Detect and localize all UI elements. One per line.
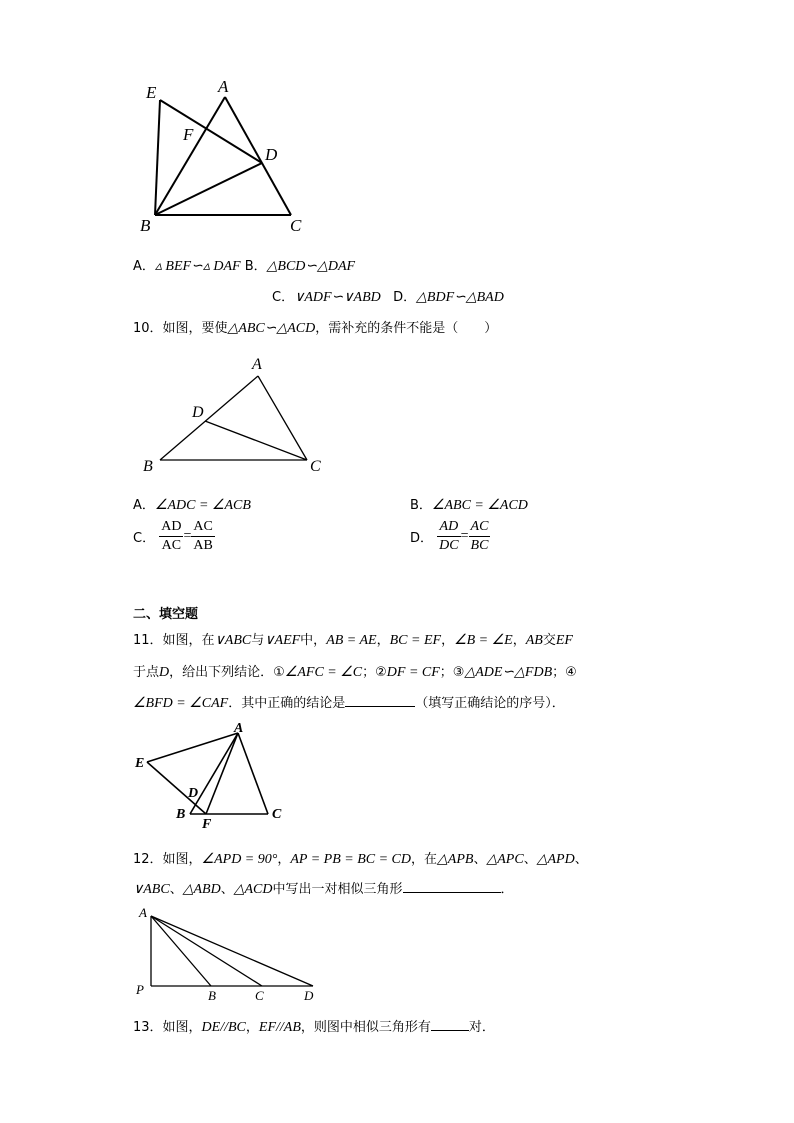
stem-math: △APD: [536, 852, 575, 867]
stem-text: 、: [169, 882, 183, 897]
stem-text: 于点: [133, 665, 160, 680]
stem-math: △ABD: [182, 882, 221, 897]
stem-text: （填写正确结论的序号）．: [415, 696, 565, 711]
section-heading: 二、填空题: [133, 607, 199, 622]
stem-math: △ACD: [233, 882, 273, 897]
option-prefix: D．: [393, 290, 417, 305]
denominator: AB: [193, 538, 213, 553]
stem-text: ，: [277, 852, 291, 867]
option-prefix: A．: [133, 498, 155, 513]
numerator: AC: [191, 518, 214, 537]
label-E: E: [146, 83, 157, 102]
stem-math: ∠B = ∠E: [454, 633, 513, 648]
stem-text: ，: [376, 633, 390, 648]
label-C: C: [290, 216, 302, 235]
numerator: AD: [159, 518, 183, 537]
label-B: B: [208, 988, 216, 1003]
stem-text: 对．: [468, 1020, 495, 1035]
label-B: B: [176, 807, 186, 822]
stem-math: BC = EF: [389, 633, 442, 648]
stem-text: 、: [574, 852, 588, 867]
stem-math: EF//AB: [258, 1020, 301, 1035]
label-D: D: [188, 786, 199, 801]
option-prefix: B．: [244, 259, 267, 274]
stem-math: ∠APD = 90°: [201, 852, 278, 867]
segment-AC: [151, 916, 262, 986]
answer-blank[interactable]: [431, 1018, 469, 1031]
label-F: F: [202, 817, 212, 832]
stem-text: 、: [473, 852, 487, 867]
stem-math: △APB: [437, 852, 474, 867]
stem-text: ，则图中相似三角形有: [300, 1020, 431, 1035]
label-D: D: [192, 404, 204, 421]
denominator: DC: [439, 538, 459, 553]
option-prefix: A．: [133, 259, 155, 274]
stem-text: ；③: [439, 665, 465, 680]
label-B: B: [140, 216, 151, 235]
stem-math: △ADE∽△FDB: [464, 665, 553, 680]
stem-text: ，需补充的条件不能是（ ）: [315, 321, 498, 336]
label-A: A: [218, 77, 229, 96]
label-F: F: [183, 125, 194, 144]
stem-text: 、: [523, 852, 537, 867]
denominator: AC: [161, 538, 182, 553]
stem-text: 10．如图，要使: [133, 321, 228, 336]
stem-text: 11．如图，在: [133, 633, 215, 648]
stem-text: ，: [512, 633, 526, 648]
stem-math: ∠BFD = ∠CAF: [133, 696, 229, 711]
stem-math: △ABC∽△ACD: [227, 321, 316, 336]
stem-math: AP = PB = BC = CD: [290, 852, 412, 867]
stem-text: ．: [500, 882, 514, 897]
stem-text: ；②: [362, 665, 387, 680]
label-D: D: [304, 988, 314, 1003]
segment-AD: [151, 916, 313, 986]
option-prefix: C．: [133, 531, 156, 546]
label-D: D: [265, 145, 278, 164]
numerator: AC: [469, 518, 491, 537]
option-text: ∠ABC = ∠ACD: [431, 498, 528, 513]
option-prefix: D．: [410, 531, 434, 546]
denominator: BC: [470, 538, 489, 553]
stem-text: 12．如图，: [133, 852, 202, 867]
stem-text: ；④: [552, 665, 577, 680]
option-prefix: C．: [272, 290, 295, 305]
label-A: A: [252, 356, 262, 373]
label-P: P: [136, 982, 144, 997]
stem-math: ∨AEF: [264, 633, 301, 648]
stem-text: 与: [251, 633, 265, 648]
stem-text: ．其中正确的结论是: [228, 696, 346, 711]
label-A: A: [139, 905, 147, 920]
equals-sign: =: [183, 528, 192, 544]
label-C: C: [272, 807, 282, 822]
equals-sign: =: [460, 528, 469, 544]
option-text: ∠ADC = ∠ACB: [154, 498, 251, 513]
stem-math: △APC: [486, 852, 524, 867]
label-A: A: [234, 721, 244, 736]
option-text: △BDF∽△BAD: [416, 290, 504, 305]
option-text: △BCD∽△DAF: [266, 259, 356, 274]
stem-math: ∨ABC: [214, 633, 252, 648]
stem-math: DF = CF: [386, 665, 440, 680]
stem-math: D: [159, 665, 170, 680]
option-prefix: B．: [410, 498, 432, 513]
stem-math: AB: [525, 633, 543, 648]
stem-math: DE//BC: [201, 1020, 246, 1035]
option-text: ▵ BEF∽▵ DAF: [154, 259, 241, 274]
label-B: B: [143, 458, 153, 475]
stem-text: 中写出一对相似三角形: [272, 882, 403, 897]
option-text: ∨ADF∽∨ABD: [294, 290, 381, 305]
label-E: E: [135, 756, 145, 771]
stem-text: 交: [542, 633, 556, 648]
segment-AB: [151, 916, 211, 986]
stem-text: ，在: [411, 852, 438, 867]
stem-text: 13．如图，: [133, 1020, 202, 1035]
stem-text: 、: [220, 882, 234, 897]
stem-math: EF: [555, 633, 573, 648]
q13-line: [133, 1016, 495, 1036]
stem-math: AB = AE: [326, 633, 377, 648]
stem-math: ∠AFC = ∠C: [284, 665, 363, 680]
label-C: C: [310, 458, 321, 475]
stem-text: ，: [245, 1020, 259, 1035]
stem-text: 中，: [300, 633, 327, 648]
stem-text: ，给出下列结论．①: [169, 665, 285, 680]
stem-text: ，: [441, 633, 455, 648]
numerator: AD: [437, 518, 460, 537]
label-C: C: [255, 988, 264, 1003]
stem-math: ∨ABC: [133, 882, 170, 897]
